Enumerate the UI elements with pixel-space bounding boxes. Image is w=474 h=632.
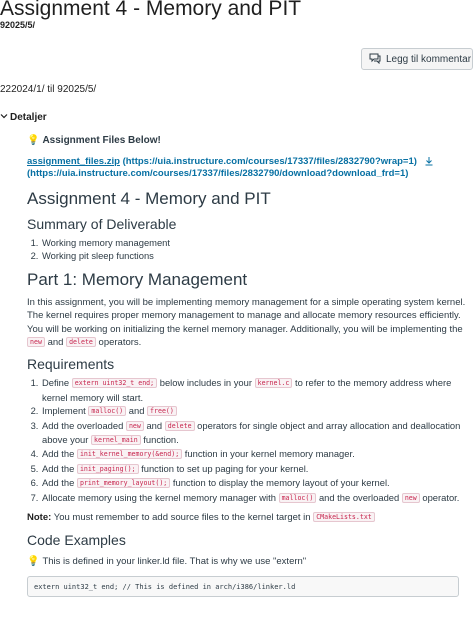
list-item: 2. Working pit sleep functions	[41, 249, 467, 262]
assignment-description	[27, 134, 467, 597]
page-title: Assignment 4 - Memory and PIT	[0, 0, 302, 20]
list-item: 1. Working memory management	[41, 236, 467, 249]
due-date: 92025/5/	[0, 20, 36, 30]
list-item: 6. Add the print_memory_layout(); function to display the memory layout of your kernel.	[41, 476, 467, 490]
details-toggle[interactable]	[0, 112, 47, 123]
requirements-list	[27, 376, 467, 505]
files-heading: 💡 Assignment Files Below!	[27, 135, 161, 146]
code-new: new	[27, 337, 45, 347]
availability-dates: 222024/1/ til 92025/5/	[0, 84, 97, 95]
summary-heading: Summary of Deliverable	[27, 216, 177, 232]
list-item: 1. Define extern uint32_t end; below includes in your kernel.c to refer to the memory address where kernel memory will start.	[41, 376, 467, 404]
add-comment-label: Legg til kommentar	[386, 53, 472, 65]
list-item: 3. Add the overloaded new and delete operators for single object and array allocation and deallocation above your kernel_main function.	[41, 419, 467, 448]
chevron-down-icon	[0, 112, 8, 123]
list-item: 2. Implement malloc() and free()	[41, 404, 467, 418]
file-download-link[interactable]: assignment_files.zip	[27, 156, 120, 167]
code-delete: delete	[66, 337, 96, 347]
lightbulb-icon: 💡	[27, 555, 40, 567]
details-label: Detaljer	[10, 112, 47, 123]
intro-paragraph: In this assignment, you will be implementing memory management for a simple operating system kernel. The kernel requires proper memory management to manage and allocate memory resources efficiently. You will be working on initializing the kernel memory manager. Additionally, you will be implementing the new and delete operators.	[27, 296, 466, 349]
list-item: 7. Allocate memory using the kernel memory manager with malloc() and the overloaded new operator.	[41, 491, 467, 505]
file-link-url[interactable]: (https://uia.instructure.com/courses/17337/files/2832790?wrap=1)	[122, 156, 417, 167]
comment-icon	[369, 52, 381, 67]
file-download-url[interactable]: (https://uia.instructure.com/courses/17337/files/2832790/download?download_frd=1)	[27, 168, 409, 179]
file-link-block	[27, 156, 467, 180]
list-item: 4. Add the init_kernel_memory(&end); function in your kernel memory manager.	[41, 447, 467, 461]
code-block: extern uint32_t end; // This is defined in arch/i386/linker.ld	[27, 576, 459, 597]
list-item: 5. Add the init_paging(); function to set up paging for your kernel.	[41, 462, 467, 476]
add-comment-button[interactable]	[361, 48, 473, 70]
download-icon[interactable]	[424, 156, 434, 166]
note-paragraph: Note: You must remember to add source files to the kernel target in CMakeLists.txt	[27, 511, 467, 524]
lightbulb-icon: 💡	[27, 135, 40, 146]
requirements-heading: Requirements	[27, 356, 115, 373]
part1-heading: Part 1: Memory Management	[27, 269, 248, 289]
doc-title: Assignment 4 - Memory and PIT	[27, 189, 271, 208]
code-hint: 💡 This is defined in your linker.ld file. That is why we use "extern"	[27, 555, 307, 567]
code-examples-heading: Code Examples	[27, 531, 126, 548]
summary-list	[27, 236, 467, 263]
